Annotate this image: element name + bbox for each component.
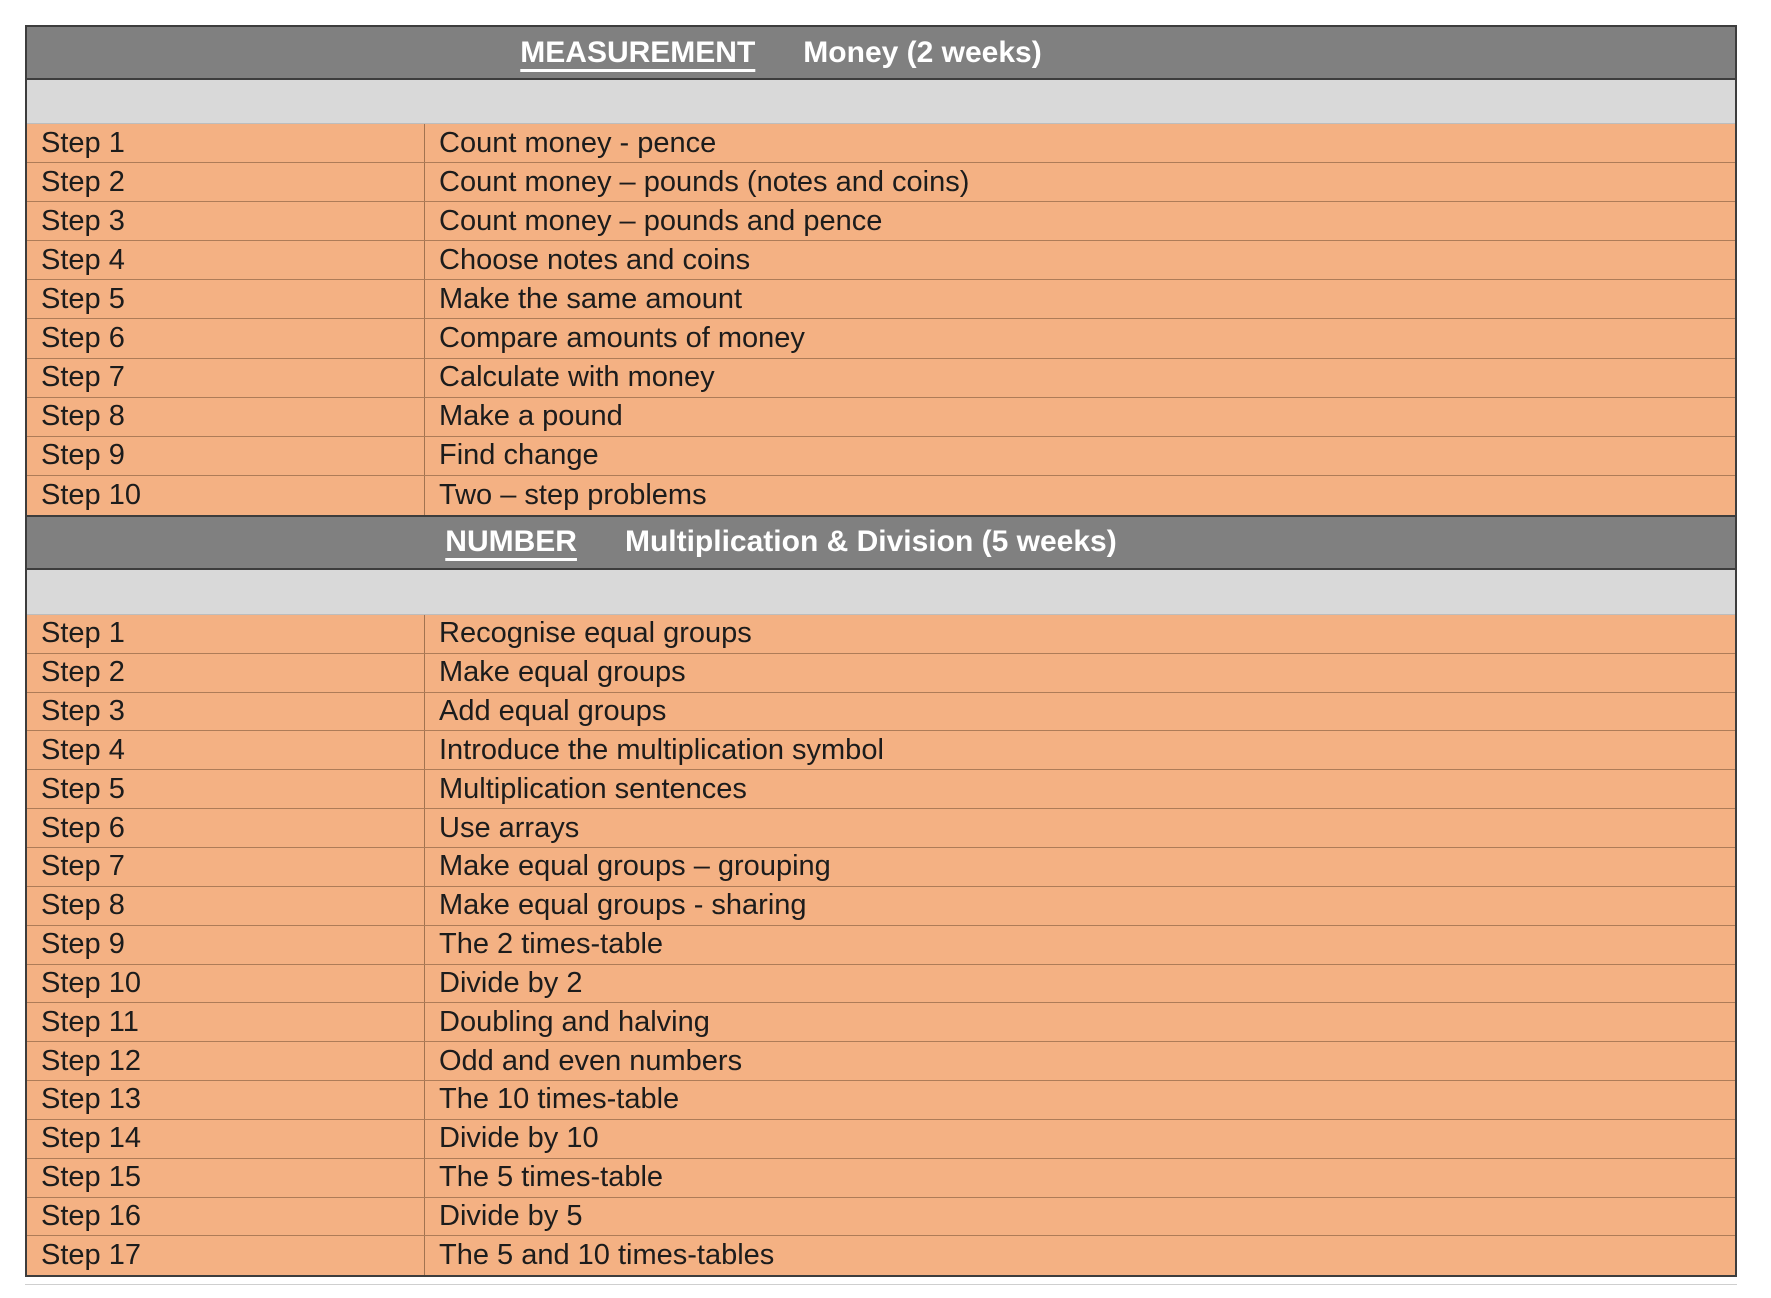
step-description-cell: The 5 and 10 times-tables (439, 1239, 775, 1272)
section-category: NUMBER (445, 525, 577, 559)
step-description-cell: Two – step problems (439, 478, 707, 511)
step-description-cell: Make equal groups – grouping (439, 850, 831, 883)
step-label-cell: Step 5 (27, 770, 425, 808)
step-label-cell: Step 12 (27, 1042, 425, 1080)
step-description-cell: Introduce the multiplication symbol (439, 733, 884, 766)
table-row (27, 1159, 1735, 1198)
table-row (27, 965, 1735, 1004)
table-row (27, 280, 1735, 319)
table-row (27, 693, 1735, 732)
step-label-cell: Step 17 (27, 1236, 425, 1275)
table-row (27, 476, 1735, 515)
step-description-cell: The 2 times-table (439, 928, 664, 961)
table-row (27, 241, 1735, 280)
step-label-cell: Step 2 (27, 163, 425, 201)
table-row (27, 1198, 1735, 1237)
table-row (27, 359, 1735, 398)
step-description-cell: Make the same amount (439, 282, 743, 315)
table-row (27, 398, 1735, 437)
table-row (27, 654, 1735, 693)
step-description-cell: Choose notes and coins (439, 243, 751, 276)
step-label-cell: Step 1 (27, 124, 425, 162)
step-label-cell: Step 7 (27, 848, 425, 886)
section-topic: Multiplication & Division (5 weeks) (624, 525, 1117, 559)
step-description-cell: Count money - pence (439, 126, 717, 159)
step-description-cell: Calculate with money (439, 361, 715, 394)
step-label-cell: Step 16 (27, 1198, 425, 1236)
step-label-cell: Step 9 (27, 926, 425, 964)
step-description-cell: Compare amounts of money (439, 322, 805, 355)
step-label-cell: Step 10 (27, 476, 425, 515)
section-header (27, 27, 1735, 80)
step-description-cell: The 5 times-table (439, 1161, 664, 1194)
section-title (445, 525, 1116, 559)
step-label-cell: Step 6 (27, 319, 425, 357)
table-row (27, 848, 1735, 887)
table-row (27, 163, 1735, 202)
step-label-cell: Step 1 (27, 615, 425, 653)
section-header (27, 515, 1735, 570)
table-row (27, 770, 1735, 809)
step-label-cell: Step 6 (27, 809, 425, 847)
step-label-cell: Step 3 (27, 693, 425, 731)
section-topic: Money (2 weeks) (803, 35, 1042, 69)
table-row (27, 1003, 1735, 1042)
step-description-cell: Count money – pounds and pence (439, 204, 883, 237)
step-label-cell: Step 4 (27, 241, 425, 279)
step-label-cell: Step 8 (27, 398, 425, 436)
step-description-cell: Make equal groups (439, 656, 686, 689)
section-category: MEASUREMENT (520, 35, 756, 69)
step-label-cell: Step 11 (27, 1003, 425, 1041)
table-row (27, 1120, 1735, 1159)
step-description-cell: Count money – pounds (notes and coins) (439, 165, 970, 198)
page-edge-hairline (25, 1284, 1737, 1285)
step-description-cell: Odd and even numbers (439, 1044, 743, 1077)
step-label-cell: Step 5 (27, 280, 425, 318)
step-label-cell: Step 3 (27, 202, 425, 240)
table-row (27, 319, 1735, 358)
step-description-cell: Multiplication sentences (439, 772, 747, 805)
section-title (520, 36, 1041, 70)
table-row (27, 926, 1735, 965)
step-label-cell: Step 9 (27, 437, 425, 475)
step-description-cell: Make a pound (439, 400, 623, 433)
table-row (27, 887, 1735, 926)
table-row (27, 1081, 1735, 1120)
step-description-cell: Recognise equal groups (439, 617, 752, 650)
table-row (27, 809, 1735, 848)
empty-row (27, 570, 1735, 615)
section-rows (27, 615, 1735, 1275)
empty-row (27, 80, 1735, 124)
step-description-cell: Find change (439, 439, 599, 472)
step-label-cell: Step 7 (27, 359, 425, 397)
step-description-cell: Doubling and halving (439, 1005, 710, 1038)
table-row (27, 202, 1735, 241)
table-row (27, 1042, 1735, 1081)
step-label-cell: Step 8 (27, 887, 425, 925)
step-description-cell: The 10 times-table (439, 1083, 680, 1116)
step-description-cell: Add equal groups (439, 695, 667, 728)
section-rows (27, 124, 1735, 515)
step-label-cell: Step 4 (27, 731, 425, 769)
table-row (27, 124, 1735, 163)
step-description-cell: Divide by 2 (439, 966, 583, 999)
step-description-cell: Make equal groups - sharing (439, 889, 807, 922)
curriculum-table (25, 25, 1737, 1277)
section-measurement (27, 27, 1735, 515)
table-row (27, 731, 1735, 770)
step-description-cell: Divide by 5 (439, 1200, 583, 1233)
step-label-cell: Step 13 (27, 1081, 425, 1119)
step-description-cell: Use arrays (439, 811, 580, 844)
table-row (27, 615, 1735, 654)
step-label-cell: Step 2 (27, 654, 425, 692)
table-row (27, 437, 1735, 476)
step-label-cell: Step 14 (27, 1120, 425, 1158)
step-description-cell: Divide by 10 (439, 1122, 599, 1155)
table-row (27, 1236, 1735, 1275)
section-number (27, 515, 1735, 1275)
step-label-cell: Step 10 (27, 965, 425, 1003)
step-label-cell: Step 15 (27, 1159, 425, 1197)
